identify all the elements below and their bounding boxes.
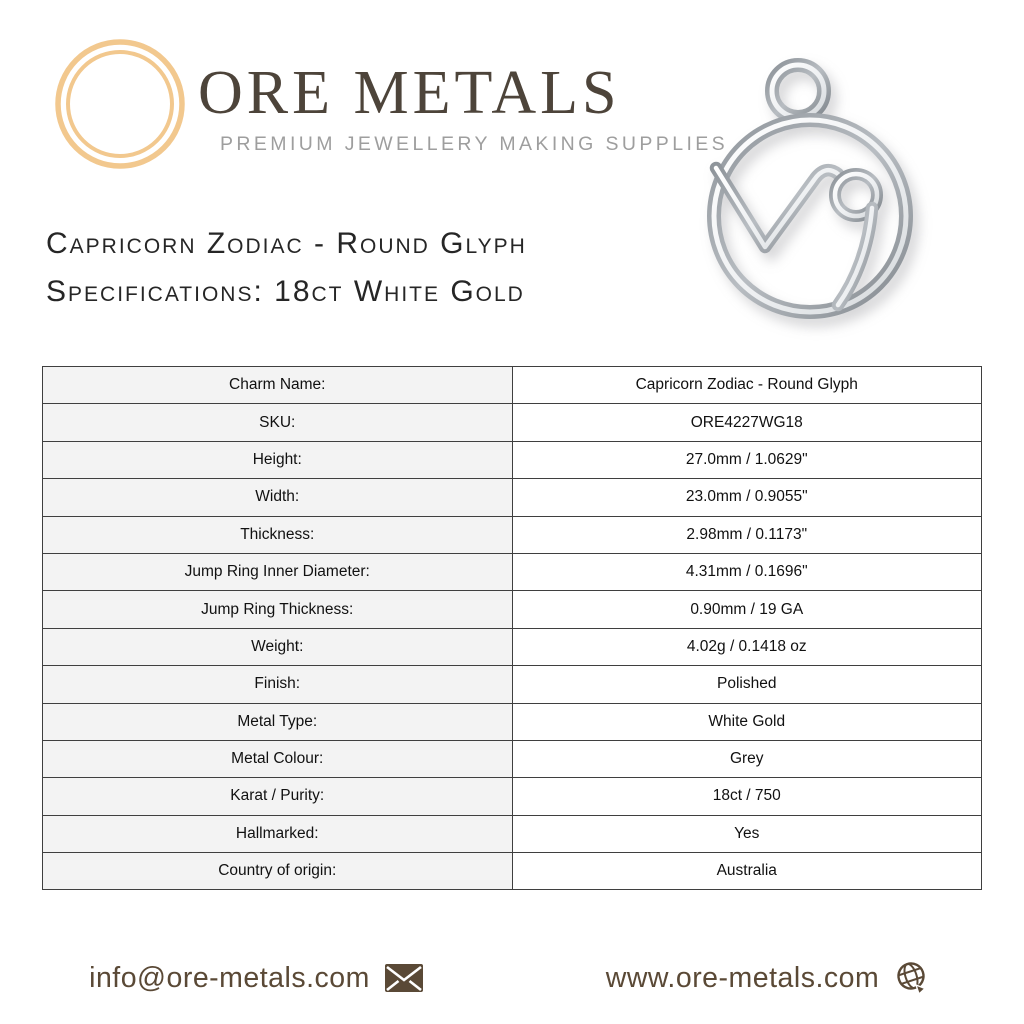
footer-divider bbox=[46, 950, 976, 959]
spec-row bbox=[43, 703, 982, 740]
spec-table bbox=[42, 366, 982, 890]
spec-row bbox=[43, 853, 982, 890]
spec-label-cell: Finish: bbox=[43, 666, 513, 703]
spec-value-cell: 0.90mm / 19 GA bbox=[512, 591, 982, 628]
spec-label-cell: Metal Colour: bbox=[43, 740, 513, 777]
page-title bbox=[46, 220, 527, 316]
spec-label-cell: Country of origin: bbox=[43, 853, 513, 890]
spec-label-cell: Weight: bbox=[43, 628, 513, 665]
spec-row bbox=[43, 815, 982, 852]
spec-label-cell: Karat / Purity: bbox=[43, 778, 513, 815]
brand-logo-rings-icon bbox=[52, 36, 188, 177]
spec-value-cell: 23.0mm / 0.9055" bbox=[512, 479, 982, 516]
spec-value-cell: Polished bbox=[512, 666, 982, 703]
spec-row bbox=[43, 628, 982, 665]
product-photo bbox=[686, 34, 938, 339]
spec-label-cell: Metal Type: bbox=[43, 703, 513, 740]
spec-label-cell: Height: bbox=[43, 441, 513, 478]
divider-tan-segment bbox=[520, 950, 976, 959]
spec-row bbox=[43, 441, 982, 478]
brand-tagline: PREMIUM JEWELLERY MAKING SUPPLIES bbox=[220, 133, 729, 155]
spec-value-cell: Australia bbox=[512, 853, 982, 890]
brand-name: ORE METALS bbox=[198, 59, 621, 127]
spec-row bbox=[43, 666, 982, 703]
spec-value-cell: 18ct / 750 bbox=[512, 778, 982, 815]
spec-row bbox=[43, 778, 982, 815]
spec-row bbox=[43, 479, 982, 516]
product-subtitle: Specifications: 18ct White Gold bbox=[46, 275, 525, 308]
spec-value-cell: ORE4227WG18 bbox=[512, 404, 982, 441]
spec-label-cell: Jump Ring Thickness: bbox=[43, 591, 513, 628]
website-text: www.ore-metals.com bbox=[605, 961, 880, 994]
spec-value-cell: 27.0mm / 1.0629" bbox=[512, 441, 982, 478]
spec-value-cell: Yes bbox=[512, 815, 982, 852]
spec-label-cell: Width: bbox=[43, 479, 513, 516]
logo-circle-icon bbox=[52, 36, 188, 172]
spec-row bbox=[43, 553, 982, 590]
spec-row bbox=[43, 740, 982, 777]
spec-value-cell: 4.31mm / 0.1696" bbox=[512, 553, 982, 590]
spec-row bbox=[43, 516, 982, 553]
spec-row bbox=[43, 367, 982, 404]
product-title: Capricorn Zodiac - Round Glyph bbox=[46, 227, 527, 260]
spec-label-cell: Jump Ring Inner Diameter: bbox=[43, 553, 513, 590]
globe-icon bbox=[894, 960, 930, 996]
footer-contacts bbox=[0, 960, 1024, 996]
spec-label-cell: Hallmarked: bbox=[43, 815, 513, 852]
divider-brown-segment bbox=[46, 950, 520, 959]
brand-block bbox=[198, 58, 728, 156]
website-contact bbox=[512, 960, 1024, 996]
email-text: info@ore-metals.com bbox=[89, 961, 370, 994]
spec-table-body bbox=[43, 367, 982, 890]
spec-label-cell: Thickness: bbox=[43, 516, 513, 553]
spec-value-cell: Capricorn Zodiac - Round Glyph bbox=[512, 367, 982, 404]
capricorn-charm-icon bbox=[686, 34, 938, 334]
spec-label-cell: SKU: bbox=[43, 404, 513, 441]
email-contact bbox=[0, 960, 512, 996]
envelope-icon bbox=[385, 964, 423, 992]
spec-value-cell: White Gold bbox=[512, 703, 982, 740]
spec-value-cell: Grey bbox=[512, 740, 982, 777]
spec-row bbox=[43, 404, 982, 441]
spec-label-cell: Charm Name: bbox=[43, 367, 513, 404]
spec-value-cell: 4.02g / 0.1418 oz bbox=[512, 628, 982, 665]
spec-row bbox=[43, 591, 982, 628]
spec-value-cell: 2.98mm / 0.1173" bbox=[512, 516, 982, 553]
